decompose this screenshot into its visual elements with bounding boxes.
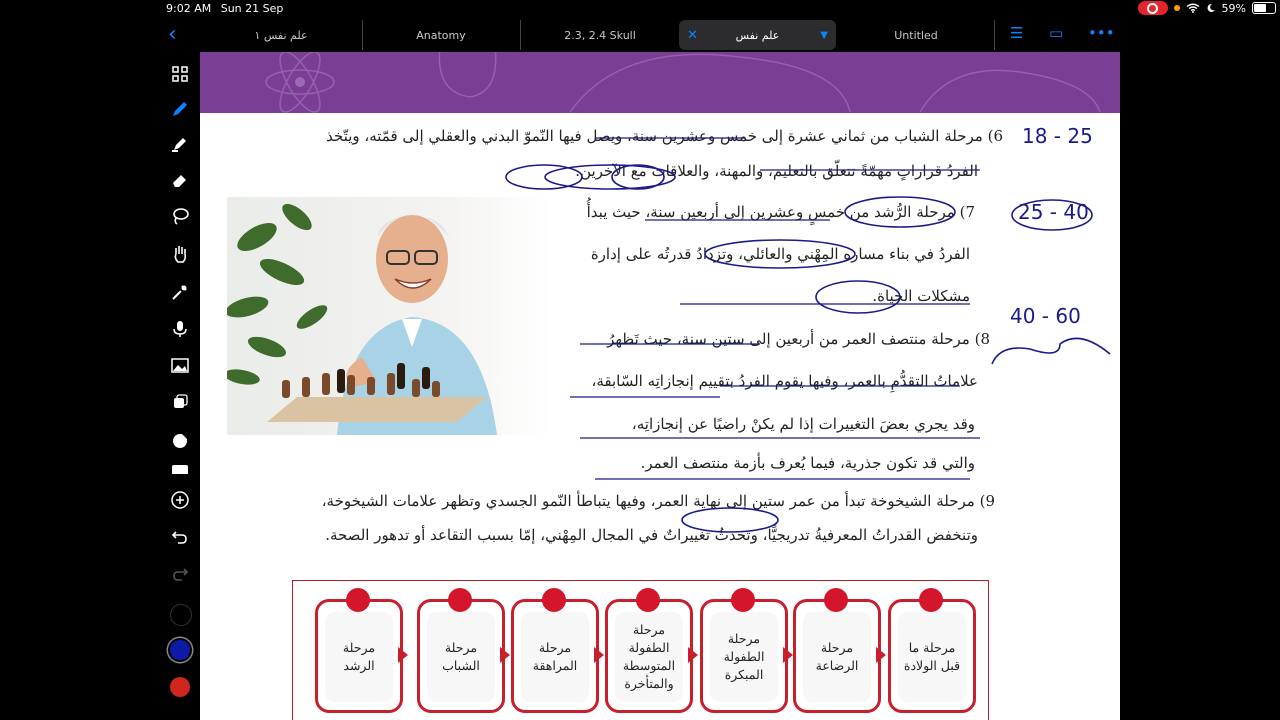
stage8-line1: 8) مرحلة منتصف العمر من أربعين إلى ستين سنة، حيث تَظهرُ: [607, 330, 990, 348]
microphone-icon[interactable]: [168, 317, 192, 341]
stage-label: مرحلة الرضاعة: [803, 612, 871, 702]
color-swatch-black[interactable]: [170, 604, 192, 626]
tab-psych-active[interactable]: [679, 20, 836, 50]
grid-icon[interactable]: [168, 62, 192, 86]
senior-man-playing-chess-image: [227, 197, 552, 435]
status-bar: [0, 0, 1280, 18]
tab-label: علم نفس ١: [254, 28, 308, 42]
back-chevron-icon[interactable]: ‹: [168, 22, 177, 47]
stage-card-middle-late-childhood: [605, 599, 693, 713]
wifi-icon: [1186, 3, 1200, 13]
tab-label: علم نفس: [735, 28, 780, 42]
ink-annotation-stage6: 18 - 25: [1022, 124, 1093, 148]
redo-icon[interactable]: [168, 562, 192, 586]
battery-percent: 59%: [1221, 1, 1246, 15]
development-stages-chart: [292, 580, 989, 720]
tab-anatomy[interactable]: [362, 20, 521, 50]
stage8-line3: وقد يجري بعضَ التغييرات إذا لم يكنْ راضيًا عن إنجازاتِه،: [631, 415, 975, 433]
color-swatch-blue[interactable]: [170, 640, 190, 660]
stage-label: مرحلة الطفولة المتوسطة والمتأخرة: [615, 612, 683, 702]
tab-label: Anatomy: [416, 28, 466, 42]
document-page[interactable]: [200, 52, 1120, 720]
camera-icon[interactable]: [168, 464, 192, 474]
ink-annotation-stage7: 25 - 40: [1018, 200, 1089, 224]
lasso-icon[interactable]: [168, 204, 192, 228]
stage9-line1: 9) مرحلة الشيخوخة تبدأ من عمر ستين إلى نهاية العمر، وفيها يتباطأ النّمو الجسدي وتظهر علامات الشيخوخة،: [321, 492, 995, 510]
tab-label: Untitled: [894, 28, 938, 42]
color-swatch-red[interactable]: [170, 677, 190, 697]
tool-sidebar: [160, 52, 200, 720]
tab-untitled[interactable]: [838, 20, 995, 50]
eyedropper-icon[interactable]: [168, 280, 192, 304]
hand-icon[interactable]: [168, 242, 192, 266]
stage-card-adolescence: [511, 599, 599, 713]
stage-label: مرحلة المراهقة: [521, 612, 589, 702]
eraser-icon[interactable]: [168, 168, 192, 192]
stage-label: مرحلة الطفولة المبكرة: [710, 612, 778, 702]
privacy-indicator-icon: [1174, 5, 1180, 11]
page-banner: [200, 52, 1120, 113]
tab-psych-1[interactable]: [200, 20, 363, 50]
shapes-icon[interactable]: [168, 390, 192, 414]
sticker-icon[interactable]: [168, 429, 192, 453]
tab-bar: [160, 20, 1120, 50]
screen-recording-icon[interactable]: [1138, 1, 1168, 15]
highlighter-icon[interactable]: [168, 132, 192, 156]
stage-card-early-childhood: [700, 599, 788, 713]
tab-skull[interactable]: [522, 20, 678, 50]
more-options-icon[interactable]: •••: [1088, 24, 1115, 42]
add-icon[interactable]: [168, 488, 192, 512]
clock: 9:02 AM: [166, 2, 212, 15]
stage-card-youth: [417, 599, 505, 713]
stage-label: مرحلة الشباب: [427, 612, 495, 702]
undo-icon[interactable]: [168, 525, 192, 549]
ink-annotation-stage8: 40 - 60: [1010, 304, 1081, 328]
stage-label: مرحلة ما قبل الولادة: [898, 612, 966, 702]
stage-card-infancy: [793, 599, 881, 713]
stage7-line2: الفردُ في بناء مساره المِهْني والعائلي، وتزدادُ قدرتُه على إدارة: [590, 245, 970, 263]
stage9-line2: وتنخفض القدراتُ المعرفيةُ تدريجيًّا، وتحدثُ تغييراتٌ في المجال المِهْني، إمّا بسبب التقاعد أو تدهور الصحة.: [325, 526, 978, 544]
stage7-line1: 7) مرحلة الرُّشد من خمسٍ وعشرين إلى أربعين سنة، حيث يبدأُ: [586, 203, 975, 221]
moon-icon: [1206, 3, 1216, 13]
list-view-icon[interactable]: ☰: [1010, 24, 1024, 42]
stage8-line2: علاماتُ التقدُّمِ بالعمر، وفيها يقوم الفردُ بتقييم إنجازاتِه السّابقة،: [591, 372, 978, 390]
battery-icon: [1252, 2, 1276, 14]
stage8-line4: والتي قد تكون جذرية، فيما يُعرف بأزمة منتصف العمر.: [640, 454, 975, 472]
stage7-line3: مشكلات الحياة.: [872, 287, 970, 305]
banner-decoration-icon: [200, 52, 1120, 113]
page-layout-icon[interactable]: ▭: [1049, 24, 1064, 42]
stage-label: مرحلة الرشد: [325, 612, 393, 702]
date: Sun 21 Sep: [220, 2, 284, 15]
image-icon[interactable]: [168, 354, 192, 378]
stage-card-adulthood: [315, 599, 403, 713]
stage-card-prenatal: [888, 599, 976, 713]
pen-icon[interactable]: [168, 97, 192, 121]
chevron-down-icon[interactable]: ▼: [820, 29, 828, 41]
stage6-line1: 6) مرحلة الشباب من ثماني عشرة إلى خمس وعشرين سنة، ويصل فيها النّموّ البدني والعقلي إلى قمّته، ويتّخذ: [326, 127, 1003, 145]
stage6-line2: الفردُ قراراتٍ مهمّةً تتعلّق بالتعليم، والمهنة، والعلاقات مع الآخرين.: [575, 162, 978, 180]
close-tab-icon[interactable]: ✕: [687, 27, 698, 43]
tab-label: 2.3, 2.4 Skull: [564, 28, 636, 42]
